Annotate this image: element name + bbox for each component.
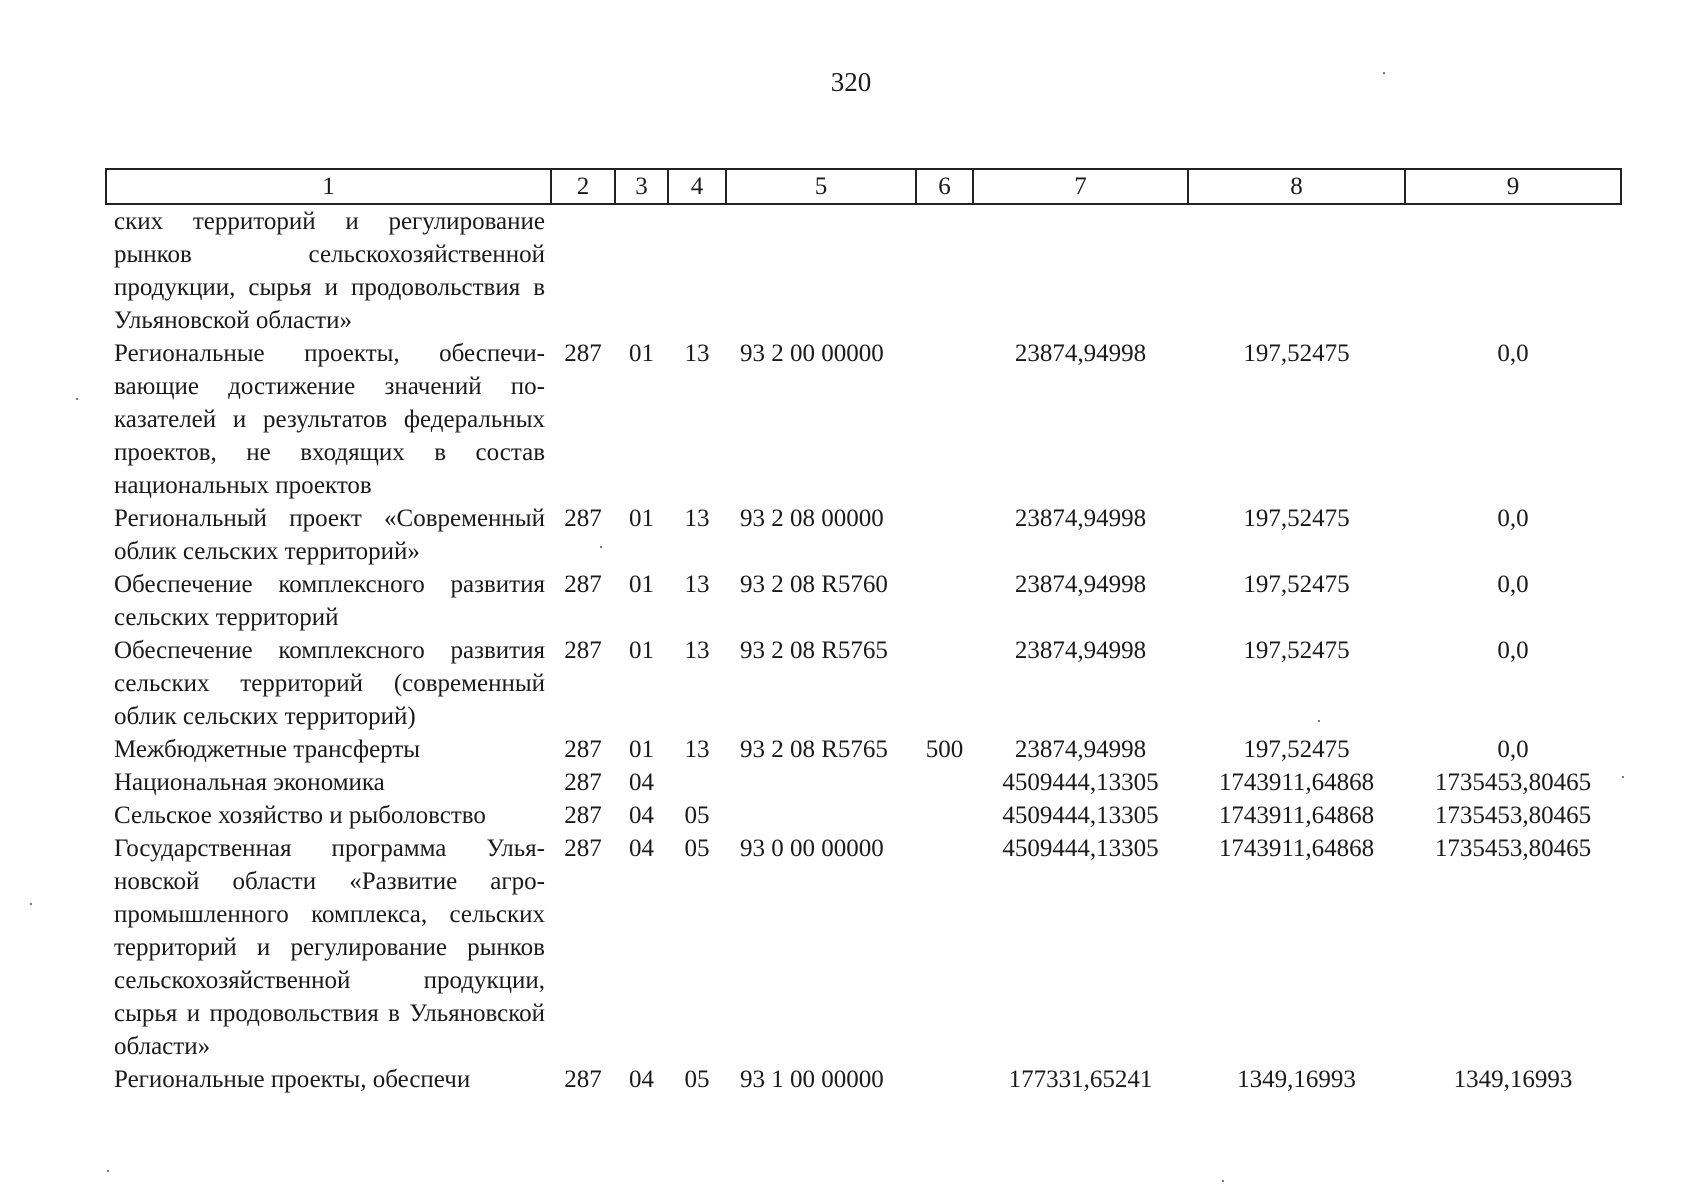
row-amount-8: 197,52475 xyxy=(1243,637,1350,664)
header-cell-3: 3 xyxy=(615,169,668,204)
row-section-code: 01 xyxy=(629,505,654,532)
row-subsection-code xyxy=(668,766,726,799)
row-expense-type xyxy=(916,799,973,832)
row-target-article: 93 2 08 00000 xyxy=(740,505,884,532)
row-section-code: 01 xyxy=(629,340,654,367)
scan-speck xyxy=(1383,72,1385,74)
row-amount-7: 23874,94998 xyxy=(1014,736,1147,763)
row-expense-type xyxy=(916,502,973,568)
scan-speck xyxy=(107,1170,109,1172)
row-target-article: 93 2 08 R5760 xyxy=(740,571,888,598)
row-target-article xyxy=(726,766,916,799)
row-expense-type xyxy=(916,204,973,337)
header-row xyxy=(106,169,1621,204)
row-expense-type xyxy=(916,832,973,1063)
row-amount-8: 197,52475 xyxy=(1243,571,1350,598)
row-section-code: 01 xyxy=(629,736,654,763)
row-name: Межбюджетные трансферты xyxy=(114,736,421,763)
table-row xyxy=(106,766,1621,799)
row-subsection-code: 05 xyxy=(684,1066,710,1093)
table-row xyxy=(106,204,1621,337)
row-expense-type xyxy=(916,1063,973,1096)
row-amount-9: 0,0 xyxy=(1497,505,1529,532)
row-amount-9: 1735453,80465 xyxy=(1434,802,1592,829)
table-row xyxy=(106,337,1621,502)
row-section-code: 01 xyxy=(629,637,654,664)
row-amount-9: 0,0 xyxy=(1497,571,1529,598)
row-amount-8: 1743911,64868 xyxy=(1218,769,1375,796)
header-cell-7: 7 xyxy=(973,169,1188,204)
row-subsection-code: 13 xyxy=(684,571,710,598)
row-amount-7: 177331,65241 xyxy=(1008,1066,1153,1093)
row-ministry-code: 287 xyxy=(564,736,602,763)
table-row xyxy=(106,832,1621,1063)
row-amount-8: 1349,16993 xyxy=(1237,1066,1356,1093)
row-expense-type xyxy=(916,568,973,634)
row-ministry-code: 287 xyxy=(564,1066,602,1093)
row-ministry-code xyxy=(551,204,615,337)
scan-speck xyxy=(1622,776,1624,778)
row-amount-9: 0,0 xyxy=(1497,340,1529,367)
row-amount-8: 197,52475 xyxy=(1243,736,1350,763)
row-amount-7: 23874,94998 xyxy=(1014,505,1147,532)
row-amount-8: 197,52475 xyxy=(1243,505,1350,532)
table-row xyxy=(106,799,1621,832)
header-cell-2: 2 xyxy=(551,169,615,204)
row-ministry-code: 287 xyxy=(564,505,602,532)
scan-speck xyxy=(1222,1180,1224,1182)
row-ministry-code: 287 xyxy=(564,637,602,664)
row-ministry-code: 287 xyxy=(564,571,602,598)
budget-table xyxy=(105,168,1622,1096)
table-row xyxy=(106,634,1621,733)
row-target-article xyxy=(726,204,916,337)
row-target-article: 93 2 08 R5765 xyxy=(740,637,888,664)
table-row xyxy=(106,502,1621,568)
row-ministry-code: 287 xyxy=(564,802,602,829)
row-amount-9: 1349,16993 xyxy=(1453,1066,1573,1093)
scan-speck xyxy=(76,398,78,400)
row-target-article: 93 2 08 R5765 xyxy=(740,736,888,763)
row-ministry-code: 287 xyxy=(564,835,602,862)
header-cell-4: 4 xyxy=(668,169,726,204)
row-target-article: 93 1 00 00000 xyxy=(740,1066,884,1093)
row-subsection-code: 05 xyxy=(684,802,710,829)
row-name: Национальная экономика xyxy=(114,769,385,796)
row-section-code xyxy=(615,204,668,337)
row-name: Сельское хозяйство и рыболовство xyxy=(114,802,486,829)
row-amount-7: 4509444,13305 xyxy=(1002,802,1159,829)
scan-speck xyxy=(30,903,32,905)
row-amount-8: 1743911,64868 xyxy=(1218,802,1375,829)
row-subsection-code: 05 xyxy=(684,835,710,862)
row-expense-type: 500 xyxy=(925,736,964,763)
row-name: Обеспечение комплексного развития сельских территорий xyxy=(114,571,545,631)
row-amount-9: 1735453,80465 xyxy=(1434,835,1592,862)
row-ministry-code: 287 xyxy=(564,340,602,367)
row-amount-7: 4509444,13305 xyxy=(1002,769,1159,796)
row-expense-type xyxy=(916,337,973,502)
row-amount-7: 23874,94998 xyxy=(1014,571,1147,598)
row-amount-7 xyxy=(973,204,1188,337)
row-amount-7: 4509444,13305 xyxy=(1002,835,1159,862)
row-amount-8: 197,52475 xyxy=(1243,340,1350,367)
row-ministry-code: 287 xyxy=(564,769,602,796)
scan-speck xyxy=(1318,720,1320,722)
table-row xyxy=(106,733,1621,766)
row-expense-type xyxy=(916,766,973,799)
row-target-article: 93 0 00 00000 xyxy=(740,835,884,862)
row-amount-7: 23874,94998 xyxy=(1014,340,1147,367)
row-subsection-code: 13 xyxy=(684,637,710,664)
row-amount-9: 1735453,80465 xyxy=(1434,769,1592,796)
header-cell-8: 8 xyxy=(1188,169,1405,204)
row-subsection-code: 13 xyxy=(684,505,710,532)
row-target-article xyxy=(726,799,916,832)
header-cell-5: 5 xyxy=(726,169,916,204)
row-subsection-code: 13 xyxy=(684,340,710,367)
row-amount-9: 0,0 xyxy=(1497,736,1529,763)
row-name: ских территорий и регулирование рынков сельскохозяйственной продукции, сырья и продовольствия в Ульяновской области» xyxy=(114,208,545,334)
row-subsection-code xyxy=(668,204,726,337)
page-number: 320 xyxy=(830,67,872,97)
row-target-article: 93 2 00 00000 xyxy=(740,340,884,367)
row-amount-8: 1743911,64868 xyxy=(1218,835,1375,862)
scan-speck xyxy=(600,546,602,548)
table-row xyxy=(106,568,1621,634)
row-amount-8 xyxy=(1188,204,1405,337)
row-amount-7: 23874,94998 xyxy=(1014,637,1147,664)
header-cell-6: 6 xyxy=(916,169,973,204)
row-section-code: 04 xyxy=(629,802,654,829)
row-name: Государственная программа Ульяновской области «Развитие агропромышленного комплекса, сельских территорий и регулирование рынков сельскохозяйственной продукции, сырья и продовольствия в Ульяновской области» xyxy=(114,835,545,1060)
row-name: Обеспечение комплексного развития сельских территорий (современный облик сельских территорий) xyxy=(114,637,545,730)
row-section-code: 04 xyxy=(629,1066,654,1093)
row-section-code: 04 xyxy=(629,835,654,862)
row-name: Региональный проект «Современный облик сельских территорий» xyxy=(114,505,545,565)
row-subsection-code: 13 xyxy=(684,736,710,763)
row-expense-type xyxy=(916,634,973,733)
row-name: Региональные проекты, обеспечивающие достижение значений показателей и результатов федеральных проектов, не входящих в состав национальных проектов xyxy=(114,340,545,499)
header-cell-1: 1 xyxy=(106,169,551,204)
row-name: Региональные проекты, обеспечи xyxy=(114,1066,471,1093)
row-section-code: 04 xyxy=(629,769,654,796)
row-section-code: 01 xyxy=(629,571,654,598)
table-row xyxy=(106,1063,1621,1096)
header-cell-9: 9 xyxy=(1405,169,1621,204)
row-amount-9: 0,0 xyxy=(1497,637,1529,664)
row-amount-9 xyxy=(1405,204,1621,337)
